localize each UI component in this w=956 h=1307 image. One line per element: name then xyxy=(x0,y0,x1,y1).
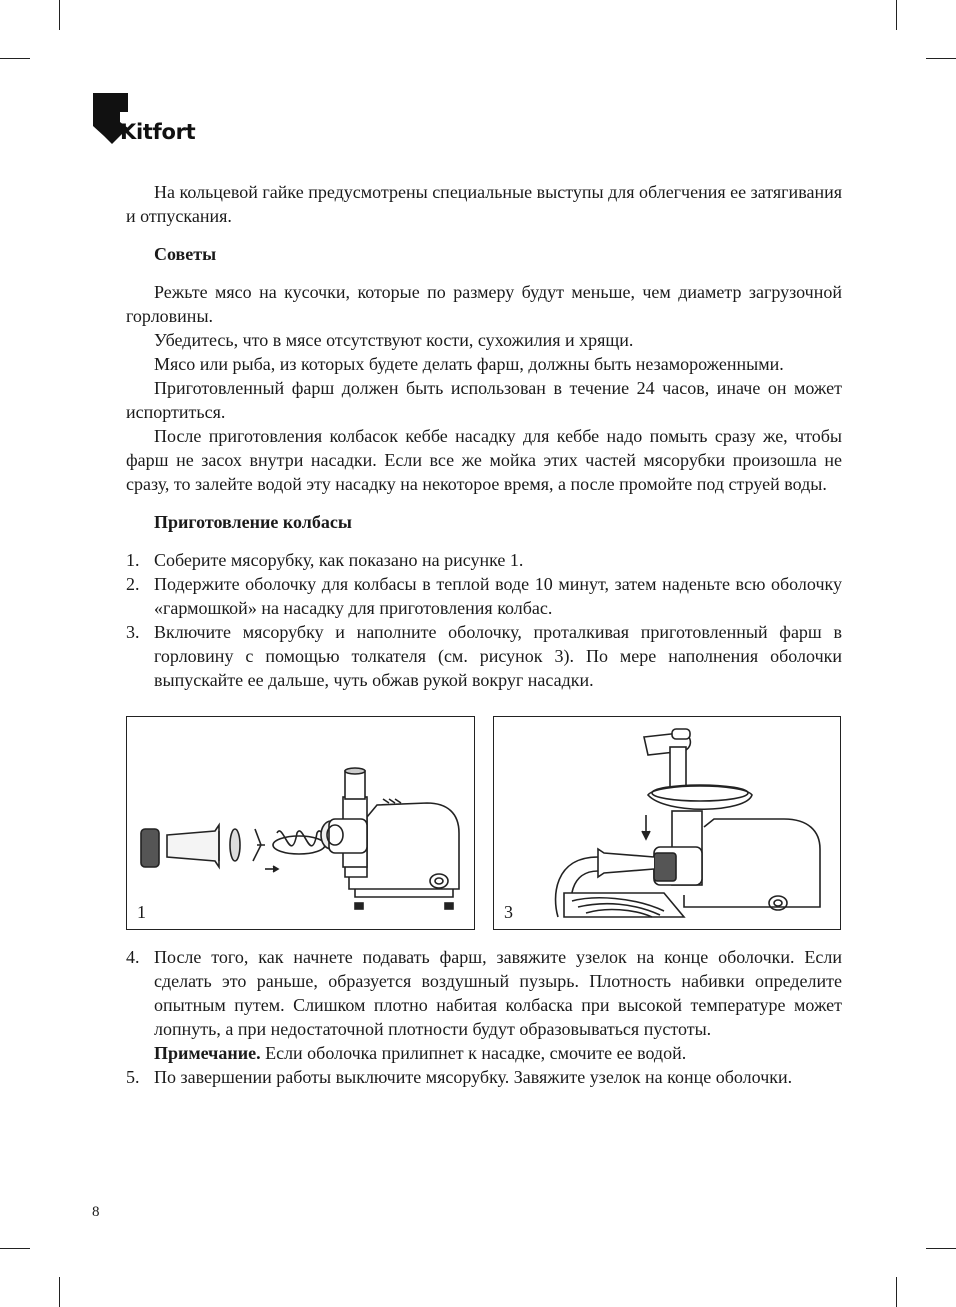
figure-1 xyxy=(126,716,475,930)
list-text: По завершении работы выключите мясорубку. Завяжите узелок на конце оболочки. xyxy=(154,1067,793,1087)
list-text: После того, как начнете подавать фарш, завяжите узелок на конце оболочки. Если сделать это раньше, образуется воздушный пузырь. Плотность набивки определите опытным путем. Слишком плотно набитая колбаска при высокой температуре может лопнуть, а при недостаточной плотности будут образовываться пустоты. xyxy=(154,947,842,1039)
brand-name: Kitfort xyxy=(120,120,196,144)
list-number: 4. xyxy=(126,947,140,967)
intro-paragraph: На кольцевой гайке предусмотрены специальные выступы для облегчения ее затягивания и отпускания. xyxy=(126,182,842,226)
tips-heading: Советы xyxy=(154,244,217,264)
text-bottom xyxy=(126,945,842,1089)
figure-label: 1 xyxy=(137,902,146,922)
list-item xyxy=(126,945,842,1041)
tips-paragraph: Убедитесь, что в мясе отсутствуют кости, сухожилия и хрящи. xyxy=(154,330,634,350)
note-text: Если оболочка прилипнет к насадке, смочите ее водой. xyxy=(260,1043,687,1063)
crop-mark xyxy=(59,0,60,30)
figure-3 xyxy=(493,716,841,930)
sausage-filling-illustration xyxy=(494,717,839,928)
list-number: 3. xyxy=(126,622,140,642)
note xyxy=(126,1041,842,1065)
tips-paragraph: После приготовления колбасок кеббе насадку для кеббе надо помыть сразу же, чтобы фарш не засох внутри насадки. Если все же мойка этих частей мясорубки произошла не сразу, то залейте водой эту насадку на некоторое время, а после промойте под струей воды. xyxy=(126,426,842,494)
crop-mark xyxy=(926,1248,956,1249)
crop-mark xyxy=(926,58,956,59)
list-number: 1. xyxy=(126,550,140,570)
text-top xyxy=(126,180,842,692)
list-text: Подержите оболочку для колбасы в теплой воде 10 минут, затем наденьте всю оболочку «гармошкой» на насадку для приготовления колбас. xyxy=(154,574,842,618)
list-number: 2. xyxy=(126,574,140,594)
tips-paragraph: Приготовленный фарш должен быть использован в течение 24 часов, иначе он может испортиться. xyxy=(126,378,842,422)
list-item xyxy=(126,548,842,572)
list-text: Включите мясорубку и наполните оболочку, проталкивая приготовленный фарш в горловину с помощью толкателя (см. рисунок 3). По мере наполнения оболочки выпускайте ее дальше, чуть обжав рукой вокруг насадки. xyxy=(154,622,842,690)
tips-paragraph: Мясо или рыба, из которых будете делать фарш, должны быть незамороженными. xyxy=(154,354,784,374)
list-item xyxy=(126,572,842,620)
crop-mark xyxy=(59,1277,60,1307)
page-number: 8 xyxy=(92,1204,100,1220)
note-label: Примечание. xyxy=(154,1043,261,1063)
list-number: 5. xyxy=(126,1067,140,1087)
crop-mark xyxy=(0,58,30,59)
brand-logo xyxy=(92,92,202,148)
list-text: Соберите мясорубку, как показано на рисунке 1. xyxy=(154,550,524,570)
tips-paragraph: Режьте мясо на кусочки, которые по размеру будут меньше, чем диаметр загрузочной горловины. xyxy=(126,282,842,326)
crop-mark xyxy=(896,0,897,30)
list-item xyxy=(126,620,842,692)
list-item xyxy=(126,1065,842,1089)
crop-mark xyxy=(0,1248,30,1249)
crop-mark xyxy=(896,1277,897,1307)
figure-label: 3 xyxy=(504,902,513,922)
meat-grinder-assembly-illustration xyxy=(127,717,473,928)
sausage-heading: Приготовление колбасы xyxy=(154,512,352,532)
